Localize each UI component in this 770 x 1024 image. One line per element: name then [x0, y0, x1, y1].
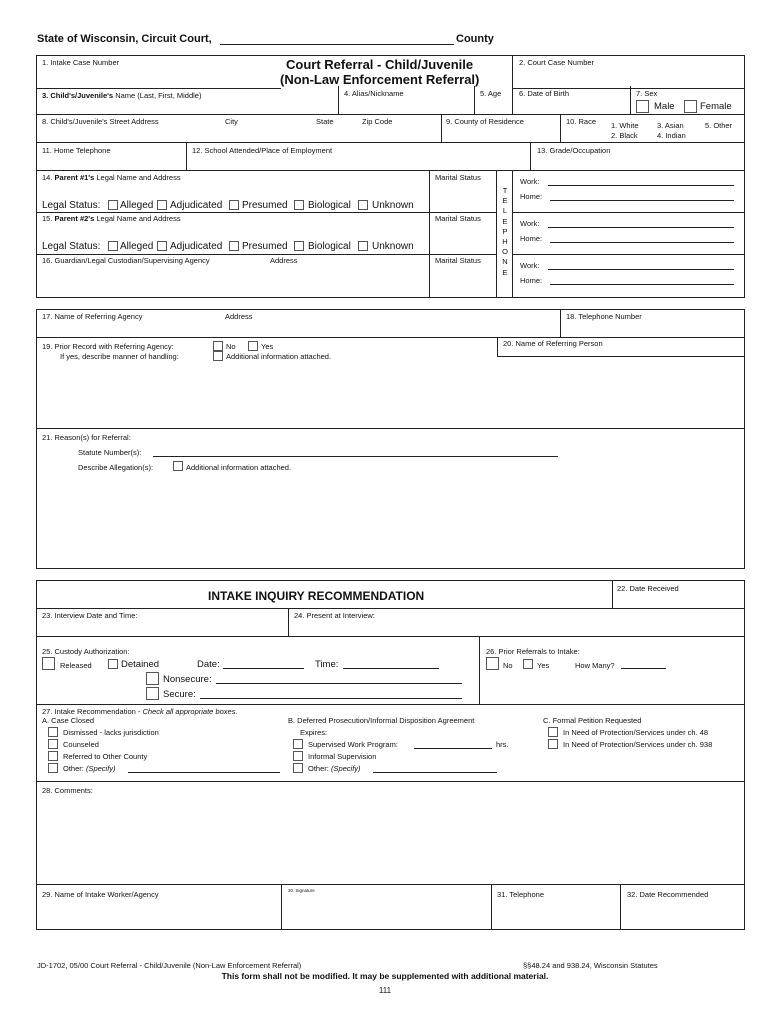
custody-date-field[interactable]: [223, 668, 304, 669]
telephone-vertical-label: [499, 186, 511, 278]
divider: [620, 884, 621, 930]
divider: [612, 580, 613, 608]
counseled-checkbox[interactable]: [48, 739, 58, 749]
age-label: 5. Age: [480, 89, 502, 98]
unknown-label: Unknown: [372, 241, 414, 252]
parent1-num: 14.: [42, 173, 53, 182]
divider: [36, 636, 745, 637]
divider: [288, 608, 289, 636]
biological-label: Biological: [308, 241, 351, 252]
deferred-other-field[interactable]: [373, 772, 497, 773]
signature-label: 30. Signature: [288, 888, 315, 893]
formal-petition-label: C. Formal Petition Requested: [543, 716, 642, 725]
case-closed-other-checkbox[interactable]: [48, 763, 58, 773]
divider: [496, 170, 497, 298]
divider: [36, 884, 745, 885]
guardian-marital-label: Marital Status: [435, 256, 481, 265]
parent1-presumed-checkbox[interactable]: [229, 200, 239, 210]
divider: [36, 608, 745, 609]
prior-record-describe-label: If yes, describe manner of handling:: [60, 352, 179, 361]
other-label: Other:: [63, 764, 84, 773]
school-label: 12. School Attended/Place of Employment: [192, 146, 333, 155]
divider: [36, 114, 745, 115]
parent2-marital-label: Marital Status: [435, 214, 481, 223]
supervised-work-hours-field[interactable]: [414, 748, 492, 749]
specify-label: (Specify): [330, 764, 361, 773]
footer-notice: This form shall not be modified. It may be supplemented with additional material.: [221, 971, 549, 981]
divider: [630, 86, 631, 114]
legal-status-label: Legal Status:: [42, 200, 101, 211]
supervised-work-checkbox[interactable]: [293, 739, 303, 749]
sex-male-checkbox[interactable]: [636, 100, 649, 113]
how-many-label: How Many?: [575, 661, 615, 670]
date-recommended-label: 32. Date Recommended: [627, 890, 709, 899]
custody-detained-checkbox[interactable]: [108, 659, 118, 669]
divider: [491, 884, 492, 930]
divider: [512, 170, 513, 298]
divider: [36, 254, 496, 255]
county-residence-label: 9. County of Residence: [446, 117, 524, 126]
divider: [479, 636, 480, 704]
chapter-938-label: In Need of Protection/Services under ch. 938: [563, 740, 713, 749]
city-label: City: [225, 117, 238, 126]
telephone-letter: T: [502, 186, 508, 195]
state-label: State: [316, 117, 334, 126]
parent2-work-field[interactable]: [548, 227, 734, 228]
interview-date-label: 23. Interview Date and Time:: [42, 611, 138, 620]
parent2-biological-checkbox[interactable]: [294, 241, 304, 251]
informal-supervision-label: Informal Supervision: [308, 752, 377, 761]
guardian-home-label: Home:: [520, 276, 543, 285]
parent2-home-field[interactable]: [550, 242, 734, 243]
intake-recommendation-label: [42, 707, 238, 716]
race-other: 5. Other: [705, 121, 733, 130]
dismissed-label: Dismissed - lacks jurisdiction: [63, 728, 159, 737]
parent1-alleged-checkbox[interactable]: [108, 200, 118, 210]
parent1-home-field[interactable]: [550, 200, 734, 201]
prior-referrals-yes-checkbox[interactable]: [523, 659, 533, 669]
unknown-label: Unknown: [372, 200, 414, 211]
footer-form-id: JD-1702, 05/00 Court Referral - Child/Juvenile (Non-Law Enforcement Referral): [37, 961, 302, 970]
parent2-label: [42, 214, 181, 223]
prior-record-no-label: No: [226, 342, 236, 351]
prior-referrals-no-label: No: [503, 661, 513, 670]
divider: [36, 142, 745, 143]
race-asian: 3. Asian: [657, 121, 684, 130]
presumed-label: Presumed: [242, 241, 288, 252]
case-closed-other-label: [63, 764, 116, 773]
informal-supervision-checkbox[interactable]: [293, 751, 303, 761]
deferred-other-label: [308, 764, 361, 773]
divider: [36, 428, 745, 429]
parent1-legal-status: [42, 200, 100, 211]
divider: [36, 337, 745, 338]
chapter-48-checkbox[interactable]: [548, 727, 558, 737]
sex-label: 7. Sex: [636, 89, 658, 98]
guardian-work-label: Work:: [520, 261, 540, 270]
grade-label: 13. Grade/Occupation: [537, 146, 611, 155]
parent1-rest: Legal Name and Address: [96, 173, 181, 182]
form-title-line1: Court Referral - Child/Juvenile: [286, 57, 474, 72]
presumed-label: Presumed: [242, 200, 288, 211]
custody-released-label: Released: [60, 661, 92, 670]
describe-allegations-label: Describe Allegation(s):: [78, 463, 154, 472]
telephone-letter: E: [502, 216, 508, 226]
divider: [497, 356, 745, 357]
parent1-unknown-checkbox[interactable]: [358, 200, 368, 210]
custody-time-field[interactable]: [343, 668, 439, 669]
prior-record-yes-checkbox[interactable]: [248, 341, 258, 351]
race-indian: 4. Indian: [657, 131, 686, 140]
statute-field[interactable]: [153, 456, 558, 457]
divider: [36, 781, 745, 782]
parent2-presumed-checkbox[interactable]: [229, 241, 239, 251]
alleged-label: Alleged: [120, 241, 154, 252]
prior-referrals-no-checkbox[interactable]: [486, 657, 499, 670]
race-black: 2. Black: [611, 131, 638, 140]
hrs-label: hrs.: [496, 740, 509, 749]
parent1-label: [42, 173, 181, 182]
telephone-letter: E: [502, 196, 508, 206]
secure-checkbox[interactable]: [146, 687, 159, 700]
parent2-legal-status-label: Legal Status:: [42, 241, 101, 252]
parent2-alleged-checkbox[interactable]: [108, 241, 118, 251]
divider: [512, 212, 745, 213]
reasons-label: 21. Reason(s) for Referral:: [42, 433, 131, 442]
nonsecure-label: Nonsecure:: [163, 674, 212, 685]
parent2-rest: Legal Name and Address: [96, 214, 181, 223]
chapter-938-checkbox[interactable]: [548, 739, 558, 749]
sex-male-label: Male: [654, 101, 675, 112]
secure-label: Secure:: [163, 689, 196, 700]
prior-record-yes-label: Yes: [261, 342, 274, 351]
telephone-letter: O: [502, 247, 508, 257]
referred-other-county-checkbox[interactable]: [48, 751, 58, 761]
telephone-letter: P: [502, 226, 508, 236]
specify-label: (Specify): [85, 764, 116, 773]
prior-record-addl-label: Additional information attached.: [226, 352, 332, 361]
zip-label: Zip Code: [362, 117, 393, 126]
prior-referrals-label: 26. Prior Referrals to Intake:: [486, 647, 580, 656]
divider: [497, 337, 498, 356]
county-label: County: [456, 33, 494, 45]
nonsecure-field[interactable]: [216, 683, 462, 684]
court-case-number-label: 2. Court Case Number: [519, 58, 595, 67]
allegations-addl-label: Additional information attached.: [186, 463, 292, 472]
parent2-adjudicated-checkbox[interactable]: [157, 241, 167, 251]
adjudicated-label: Adjudicated: [170, 200, 223, 211]
divider: [36, 704, 745, 705]
divider: [512, 86, 513, 114]
sex-female-checkbox[interactable]: [684, 100, 697, 113]
allegations-addl-checkbox[interactable]: [173, 461, 183, 471]
race-label: 10. Race: [566, 117, 597, 126]
guardian-address-label: Address: [270, 256, 298, 265]
intake-case-number-label: 1. Intake Case Number: [42, 58, 120, 67]
chapter-48-label: In Need of Protection/Services under ch. 48: [563, 728, 709, 737]
footer-statutes: §§48.24 and 938.24, Wisconsin Statutes: [523, 961, 658, 970]
street-address-label: 8. Child's/Juvenile's Street Address: [42, 117, 159, 126]
agency-telephone-label: 18. Telephone Number: [566, 312, 642, 321]
secure-field[interactable]: [200, 698, 462, 699]
custody-released-checkbox[interactable]: [42, 657, 55, 670]
parent2-home-label: Home:: [520, 234, 543, 243]
dismissed-checkbox[interactable]: [48, 727, 58, 737]
divider: [560, 114, 561, 142]
divider: [186, 142, 187, 170]
adjudicated-label: Adjudicated: [170, 241, 223, 252]
divider: [338, 86, 339, 114]
case-closed-label: A. Case Closed: [42, 716, 95, 725]
divider: [441, 114, 442, 142]
divider: [36, 170, 745, 171]
divider: [429, 170, 430, 298]
intake-recommendation-note: Check all appropriate boxes.: [142, 707, 238, 716]
referring-agency-address-label: Address: [225, 312, 253, 321]
divider: [530, 142, 531, 170]
guardian-label: 16. Guardian/Legal Custodian/Supervising Agency: [42, 256, 210, 265]
parent1-work-field[interactable]: [548, 185, 734, 186]
home-telephone-label: 11. Home Telephone: [42, 146, 111, 155]
parent2-bold: Parent #2's: [54, 214, 95, 223]
divider: [560, 309, 561, 337]
expires-label: Expires:: [300, 728, 328, 737]
child-name-label: [42, 91, 201, 100]
parent1-biological-checkbox[interactable]: [294, 200, 304, 210]
intake-title: INTAKE INQUIRY RECOMMENDATION: [208, 589, 425, 603]
parent1-work-label: Work:: [520, 177, 540, 186]
referring-agency-label: 17. Name of Referring Agency: [42, 312, 143, 321]
divider: [474, 86, 475, 114]
parent1-home-label: Home:: [520, 192, 543, 201]
parent1-adjudicated-checkbox[interactable]: [157, 200, 167, 210]
race-white: 1. White: [611, 121, 639, 130]
parent2-num: 15.: [42, 214, 53, 223]
telephone-letter: L: [502, 206, 508, 216]
child-name-label-rest: Name (Last, First, Middle): [115, 91, 202, 100]
prior-record-no-checkbox[interactable]: [213, 341, 223, 351]
intake-recommendation-num: 27. Intake Recommendation -: [42, 707, 141, 716]
referred-other-county-label: Referred to Other County: [63, 752, 148, 761]
statute-label: Statute Number(s):: [78, 448, 142, 457]
custody-time-label: Time:: [315, 659, 339, 670]
other-label: Other:: [308, 764, 329, 773]
intake-worker-label: 29. Name of Intake Worker/Agency: [42, 890, 159, 899]
telephone-letter: H: [502, 237, 508, 247]
counseled-label: Counseled: [63, 740, 99, 749]
county-field[interactable]: [220, 44, 454, 45]
prior-referrals-yes-label: Yes: [537, 661, 550, 670]
divider: [281, 884, 282, 930]
comments-label: 28. Comments:: [42, 786, 93, 795]
case-closed-other-field[interactable]: [128, 772, 280, 773]
prior-record-label: 19. Prior Record with Referring Agency:: [42, 342, 174, 351]
divider: [36, 88, 281, 89]
sex-female-label: Female: [700, 101, 732, 112]
page-number: 111: [378, 986, 392, 995]
parent2-unknown-checkbox[interactable]: [358, 241, 368, 251]
biological-label: Biological: [308, 200, 351, 211]
parent2-work-label: Work:: [520, 219, 540, 228]
nonsecure-checkbox[interactable]: [146, 672, 159, 685]
parent1-bold: Parent #1's: [54, 173, 95, 182]
state-line: State of Wisconsin, Circuit Court,: [37, 33, 212, 45]
intake-telephone-label: 31. Telephone: [497, 890, 544, 899]
date-received-label: 22. Date Received: [617, 584, 679, 593]
divider: [36, 212, 496, 213]
custody-detained-label: Detained: [121, 659, 160, 670]
deferred-other-checkbox[interactable]: [293, 763, 303, 773]
how-many-field[interactable]: [621, 668, 666, 669]
custody-date-label: Date:: [197, 659, 220, 670]
dob-label: 6. Date of Birth: [519, 89, 570, 98]
prior-record-addl-checkbox[interactable]: [213, 351, 223, 361]
alias-label: 4. Alias/Nickname: [344, 89, 404, 98]
supervised-work-label: Supervised Work Program:: [308, 740, 398, 749]
present-at-interview-label: 24. Present at Interview:: [294, 611, 375, 620]
parent1-marital-label: Marital Status: [435, 173, 481, 182]
alleged-label: Alleged: [120, 200, 154, 211]
deferred-prosecution-label: B. Deferred Prosecution/Informal Disposition Agreement: [288, 716, 475, 725]
form-title-line2: (Non-Law Enforcement Referral): [280, 72, 480, 87]
telephone-letter: E: [502, 267, 508, 277]
referring-person-label: 20. Name of Referring Person: [503, 339, 603, 348]
custody-auth-label: 25. Custody Authorization:: [42, 647, 130, 656]
guardian-home-field[interactable]: [550, 284, 734, 285]
divider: [512, 55, 513, 88]
divider: [512, 254, 745, 255]
guardian-work-field[interactable]: [548, 269, 734, 270]
telephone-letter: N: [502, 257, 508, 267]
child-name-label-bold: 3. Child's/Juvenile's: [42, 91, 114, 100]
